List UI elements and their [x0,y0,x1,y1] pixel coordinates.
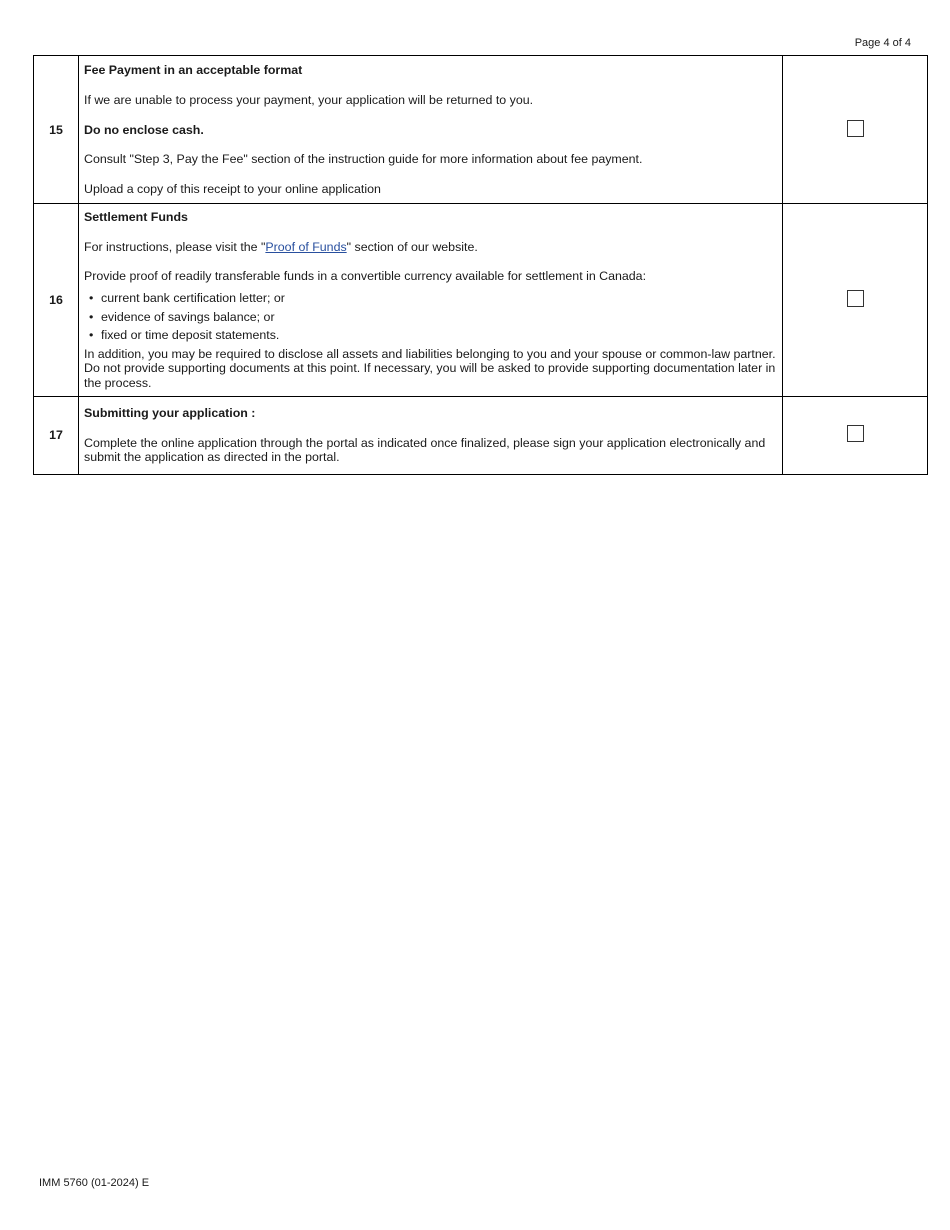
bullet-list [84,291,776,343]
checkbox-cell [783,56,928,204]
item-title: Submitting your application : [84,406,256,421]
list-item [84,291,776,306]
item-paragraph: If we are unable to process your payment, your application will be returned to you. [84,93,534,108]
item-paragraph: In addition, you may be required to disclose all assets and liabilities belonging to you and your spouse or common-law partner. Do not provide supporting documents at this point. If necessary, you will be asked to provide supporting documentation later in the process. [84,346,776,390]
form-code: IMM 5760 (01-2024) E [39,1177,150,1189]
bullet-icon: • [89,309,94,324]
checklist-row-16 [34,204,928,397]
item-content [79,396,783,474]
bullet-icon: • [89,328,94,343]
item-content [79,56,783,204]
item-title: Settlement Funds [84,210,188,224]
checkbox-cell [783,396,928,474]
checklist-row-15 [34,56,928,204]
checkbox-item-17[interactable] [847,425,864,442]
page-number: Page 4 of 4 [854,37,911,49]
item-bold-note: Do no enclose cash. [84,122,204,137]
list-item [84,328,776,343]
checklist-row-17 [34,396,928,474]
item-title: Fee Payment in an acceptable format [84,63,303,78]
document-checklist-table [33,55,928,475]
item-content [79,204,783,397]
bullet-text: evidence of savings balance; or [101,309,275,324]
item-paragraph: Consult "Step 3, Pay the Fee" section of the instruction guide for more information about fee payment. [84,152,643,167]
instructions-prefix: For instructions, please visit the " [84,239,266,254]
proof-of-funds-link[interactable]: Proof of Funds [265,239,347,254]
instructions-suffix: " section of our website. [346,239,478,254]
bullet-text: fixed or time deposit statements. [101,328,280,343]
item-paragraph: Complete the online application through the portal as indicated once finalized, please sign your application electronically and submit the application as directed in the portal. [84,435,766,465]
item-number: 15 [34,56,79,204]
checkbox-item-16[interactable] [847,290,864,307]
item-number: 17 [34,396,79,474]
item-number: 16 [34,204,79,397]
bullet-icon: • [89,290,94,305]
item-paragraph: Upload a copy of this receipt to your online application [84,181,381,196]
item-paragraph: Provide proof of readily transferable funds in a convertible currency available for settlement in Canada: [84,269,647,284]
list-item [84,310,776,325]
bullet-text: current bank certification letter; or [101,290,285,305]
checkbox-item-15[interactable] [847,120,864,137]
item-instructions [84,240,776,255]
checkbox-cell [783,204,928,397]
